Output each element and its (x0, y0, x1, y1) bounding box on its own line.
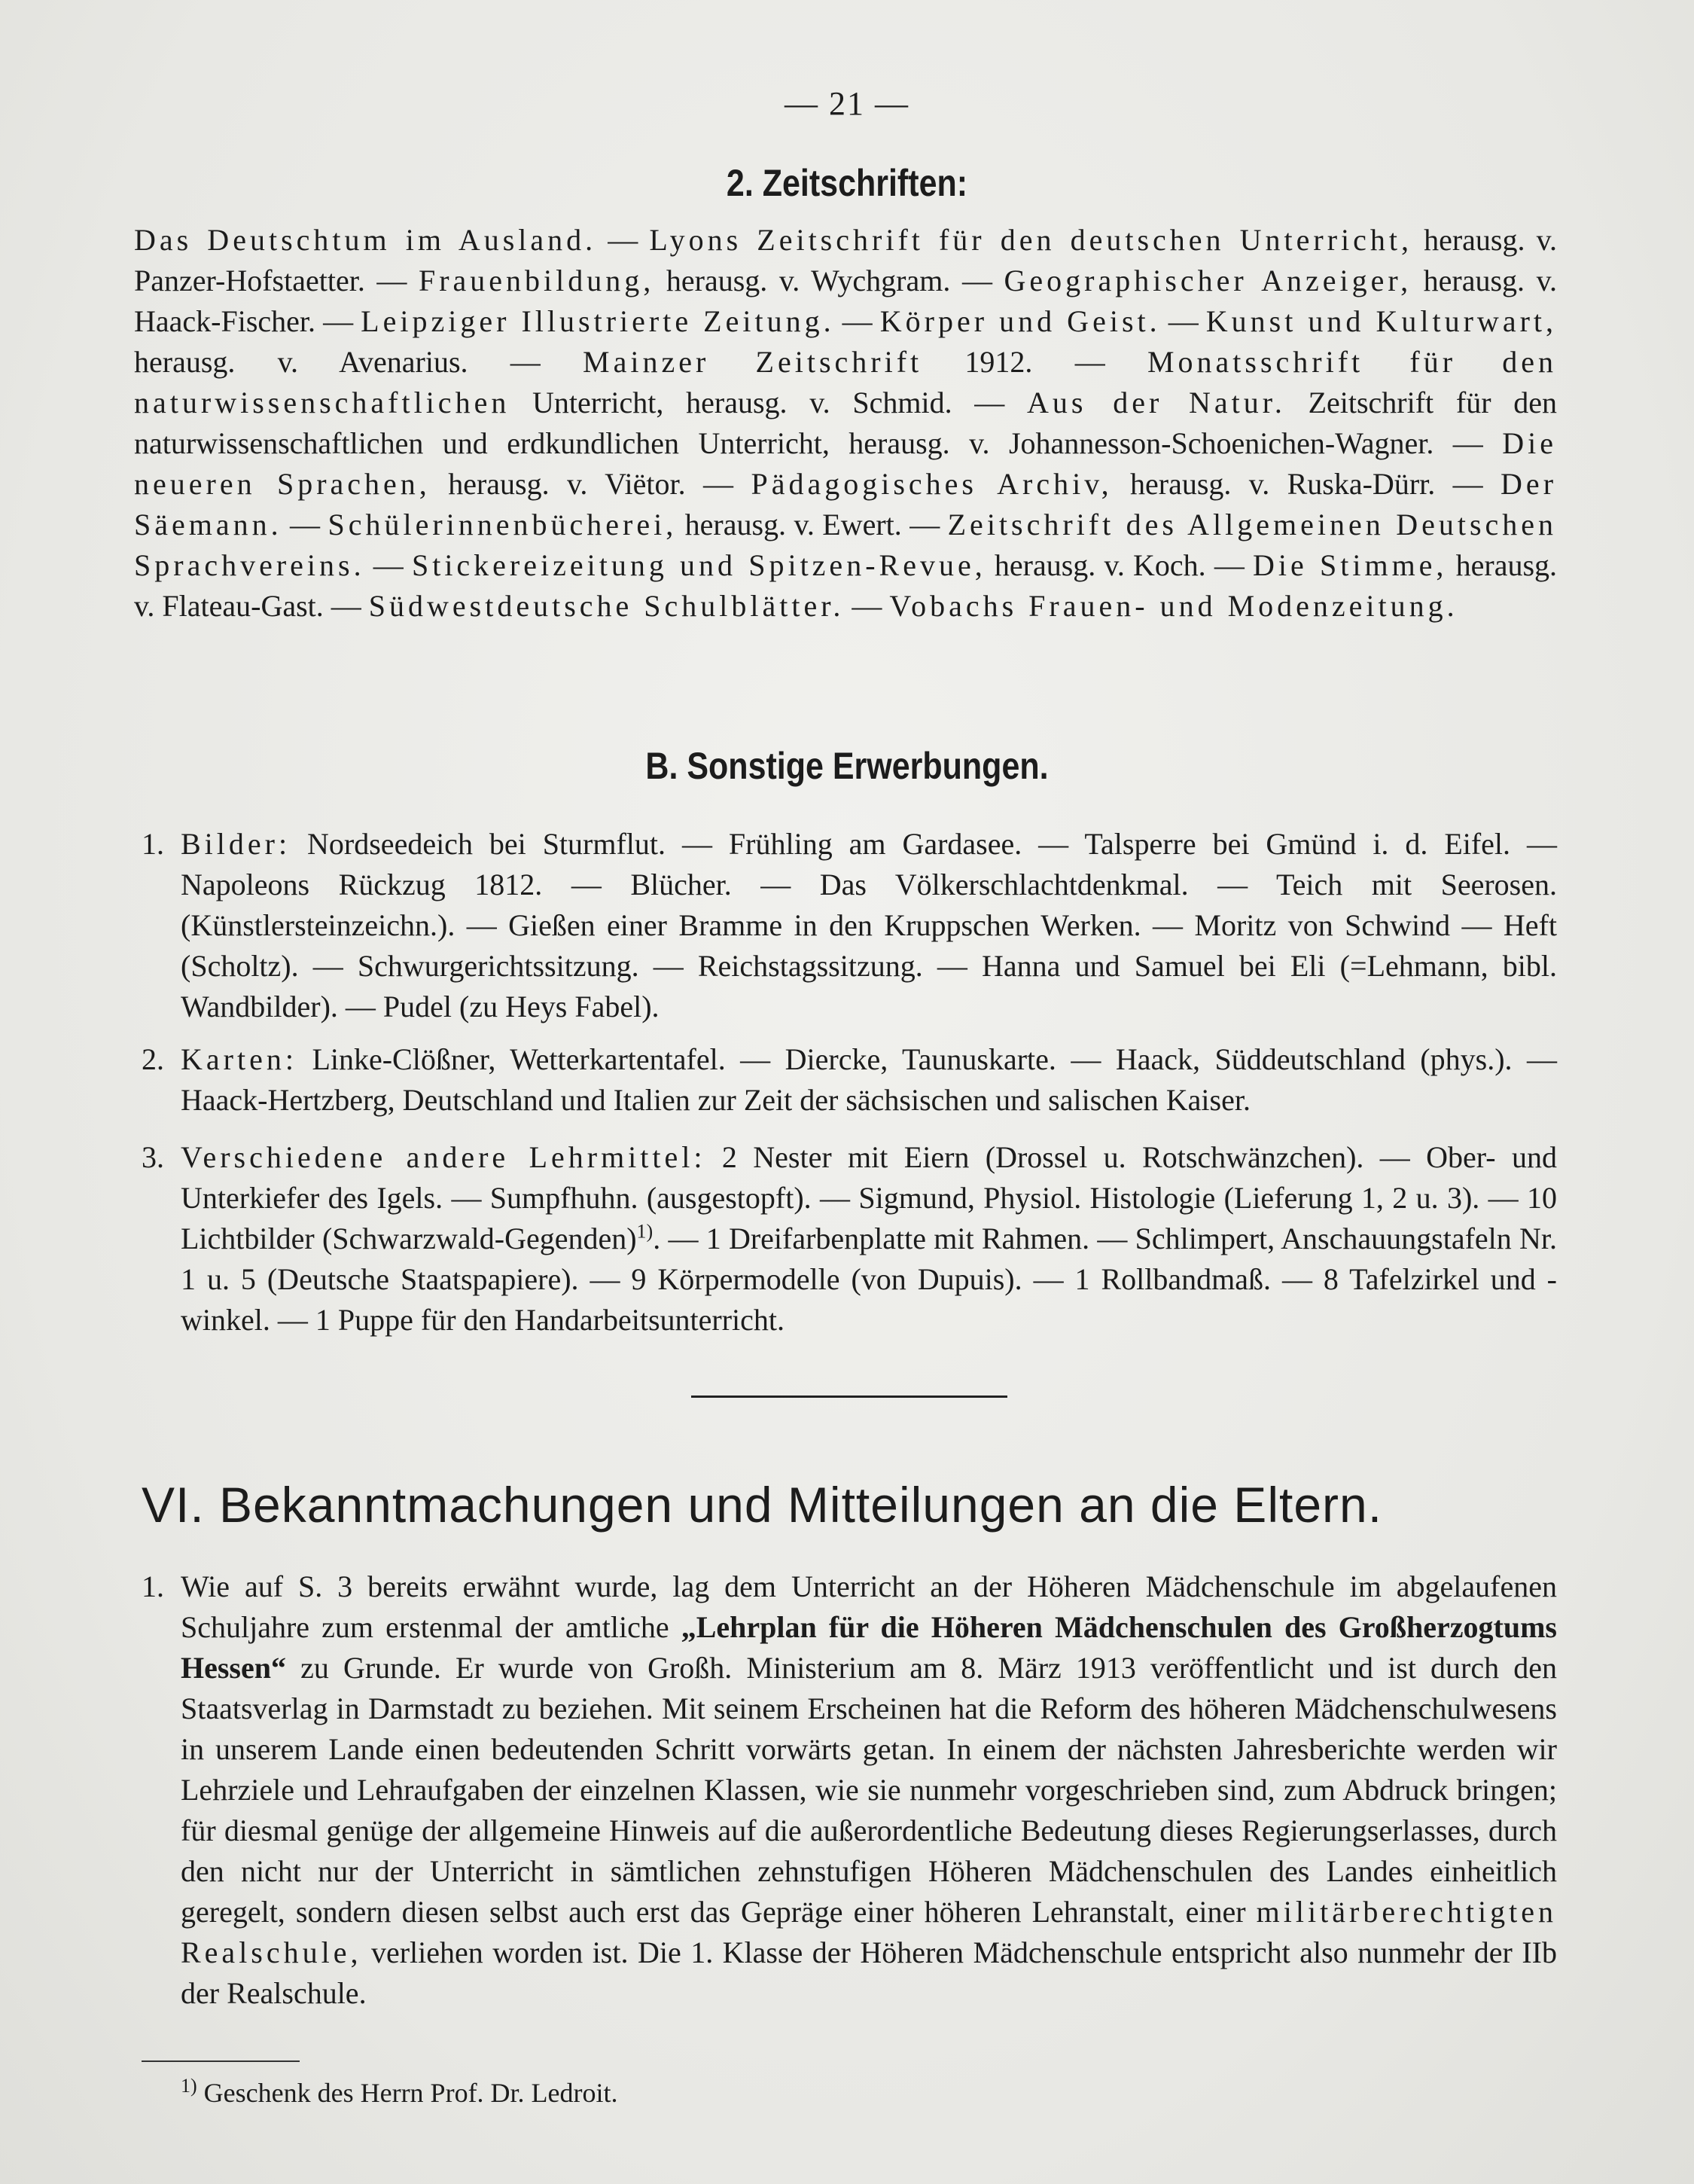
periodical-editor: herausg. v. Viëtor. (430, 467, 686, 501)
periodical-title: Südwestdeutsche Schulblätter. (368, 589, 845, 623)
periodical-title: Das Deutschtum im Ausland. (134, 223, 597, 257)
section-divider (691, 1396, 1007, 1398)
spaced-emphasis: militärberechtigten Realschule, (181, 1895, 1557, 1969)
dash-separator: — (834, 304, 880, 338)
list-label: Karten: (181, 1042, 297, 1076)
periodical-editor: herausg. v. Panzer-Hofstaetter. (134, 223, 1558, 297)
periodical-editor: Zeitschrift für den naturwissenschaftlichen und erdkundlichen Unterricht, herausg. v. Johannesson-Schoenichen-Wagner. (134, 386, 1557, 460)
periodical-editor: herausg. v. Ewert. (677, 508, 902, 541)
paragraph-text: verliehen worden ist. Die 1. Klasse der Höheren Mädchenschule entspricht also nunmehr der IIb der Realschule. (181, 1935, 1557, 2010)
periodical-title: Pädagogisches Archiv, (751, 467, 1113, 501)
dash-separator: — (952, 386, 1028, 419)
list-label: Verschiedene andere Lehrmittel: (181, 1140, 706, 1174)
dash-separator: — (901, 508, 948, 541)
dash-separator: — (468, 345, 583, 379)
dash-separator: — (685, 467, 751, 501)
periodical-editor: herausg. v. Avenarius. (134, 345, 468, 379)
periodical-title: Lyons Zeitschrift für den deutschen Unterricht, (649, 223, 1412, 257)
list-text: Linke-Clößner, Wetterkartentafel. — Diercke, Taunuskarte. — Haack, Süddeutschland (phys.). — Haack-Hertzberg, Deutschland und Italien zur Zeit der sächsischen und salischen Kaiser. (181, 1042, 1557, 1117)
periodical-editor: herausg. v. Ruska-Dürr. (1112, 467, 1436, 501)
zeitschriften-paragraph (134, 220, 1557, 627)
periodical-title: Leipziger Illustrierte Zeitung. (361, 304, 835, 338)
list-number: 2. (142, 1042, 164, 1076)
paragraph-text: Wie auf S. 3 bereits erwähnt wurde, lag dem Unterricht an der Höheren Mädchenschule im abgelaufenen Schuljahre zum erstenmal der amtliche (181, 1569, 1557, 1644)
heading-sonstige-erwerbungen: B. Sonstige Erwerbungen. (645, 745, 1049, 787)
footnote-divider (142, 2060, 300, 2062)
periodical-editor: herausg. v. Wychgram. (654, 264, 951, 297)
list-number: 1. (142, 827, 164, 861)
periodical-title: Aus der Natur. (1027, 386, 1286, 419)
dash-separator: — (282, 508, 328, 541)
footnote (181, 2076, 1461, 2110)
list-text: Nordseedeich bei Sturmflut. — Frühling am Gardasee. — Talsperre bei Gmünd i. d. Eifel. — Napoleons Rückzug 1812. — Blücher. — Das Völkerschlachtdenkmal. — Teich mit Seerosen. (Künstlersteinzeichn.). — Gießen einer Bramme in den Kruppschen Werken. — Moritz von Schwind — Heft (Scholtz). — Schwurgerichtssitzung. — Reichstagssitzung. — Hanna und Samuel bei Eli (=Lehmann, bibl. Wandbilder). — Pudel (zu Heys Fabel). (181, 827, 1557, 1023)
list-item-bilder (142, 824, 1557, 1027)
periodical-editor: 1912. (922, 345, 1033, 379)
dash-separator: — (364, 548, 412, 582)
dash-separator: — (1435, 467, 1501, 501)
page-number: — 21 — (785, 85, 909, 122)
dash-separator: — (364, 264, 419, 297)
periodical-title: Mainzer Zeitschrift (583, 345, 923, 379)
periodical-title: Vobachs Frauen- und Modenzeitung. (889, 589, 1458, 623)
list-item-karten (142, 1039, 1557, 1121)
section-vi-paragraph (142, 1566, 1557, 2014)
dash-separator: — (315, 304, 361, 338)
periodical-title: Schülerinnenbücherei, (328, 508, 678, 541)
dash-separator: — (596, 223, 650, 257)
periodical-editor: herausg. v. Koch. (986, 548, 1206, 582)
dash-separator: — (1032, 345, 1147, 379)
list-text: 2 Nester mit Eiern (Drossel u. Rotschwänzchen). — Ober- und Unterkiefer des Igels. — Sumpfhuhn. (ausgestopft). — Sigmund, Physiol. Histologie (Lieferung 1, 2 u. 3). — 10 Lichtbilder (Schwarzwald-Gegenden) (181, 1140, 1558, 1255)
periodical-editor: Unterricht, herausg. v. Schmid. (510, 386, 952, 419)
dash-separator: — (844, 589, 890, 623)
periodical-title: Die neueren Sprachen, (134, 426, 1557, 501)
lehrplan-title: „Lehrplan für die Höheren Mädchenschulen des Großherzogtums Hessen“ (181, 1610, 1557, 1685)
periodical-title: Die Stimme, (1253, 548, 1448, 582)
periodical-editor: herausg. v. Haack-Fischer. (134, 264, 1558, 338)
list-text: . — 1 Dreifarbenplatte mit Rahmen. — Schlimpert, Anschauungstafeln Nr. 1 u. 5 (Deutsche Staatspapiere). — 9 Körpermodelle (von Dupuis). — 1 Rollbandmaß. — 8 Tafelzirkel und -winkel. — 1 Puppe für den Handarbeitsunterricht. (181, 1222, 1557, 1337)
periodical-title: Monatsschrift für den naturwissenschaftlichen (134, 345, 1558, 419)
dash-separator: — (950, 264, 1004, 297)
periodical-title: Kunst und Kulturwart, (1205, 304, 1558, 338)
periodical-title: Stickereizeitung und Spitzen-Revue, (411, 548, 986, 582)
footnote-reference: 1) (636, 1220, 654, 1243)
footnote-mark: 1) (181, 2075, 197, 2097)
periodical-title: Zeitschrift des Allgemeinen Deutschen Sprachvereins. (134, 508, 1558, 582)
periodical-editor: herausg. v. Flateau-Gast. (134, 548, 1558, 623)
paragraph-number: 1. (142, 1569, 164, 1603)
footnote-text: Geschenk des Herrn Prof. Dr. Ledroit. (197, 2078, 618, 2108)
list-label: Bilder: (181, 827, 291, 861)
dash-separator: — (1205, 548, 1254, 582)
heading-section-vi: VI. Bekanntmachungen und Mitteilungen an die Eltern. (142, 1477, 1383, 1533)
periodical-title: Frauenbildung, (418, 264, 655, 297)
list-number: 3. (142, 1140, 164, 1174)
periodical-title: Der Säemann. (134, 467, 1558, 541)
heading-zeitschriften: 2. Zeitschriften: (726, 162, 968, 204)
dash-separator: — (1160, 304, 1206, 338)
list-item-lehrmittel (142, 1137, 1557, 1341)
paragraph-text: zu Grunde. Er wurde von Großh. Ministerium am 8. März 1913 veröffentlicht und ist durch den Staatsverlag in Darmstadt zu beziehen. Mit seinem Erscheinen hat die Reform des höheren Mädchenschulwesens in unserem Lande einen bedeutenden Schritt vorwärts getan. In einem der nächsten Jahresberichte werden wir Lehrziele und Lehraufgaben der einzelnen Klassen, wie sie nunmehr vorgeschrieben sind, zum Abdruck bringen; für diesmal genüge der allgemeine Hinweis auf die außerordentliche Bedeutung dieses Regierungserlasses, durch den nicht nur der Unterricht in sämtlichen zehnstufigen Höheren Mädchenschulen des Landes einheitlich geregelt, sondern diesen selbst auch erst das Gepräge einer höheren Lehranstalt, einer (181, 1651, 1557, 1929)
periodical-title: Geographischer Anzeiger, (1004, 264, 1412, 297)
periodical-title: Körper und Geist. (879, 304, 1161, 338)
dash-separator: — (323, 589, 369, 623)
dash-separator: — (1434, 426, 1503, 460)
